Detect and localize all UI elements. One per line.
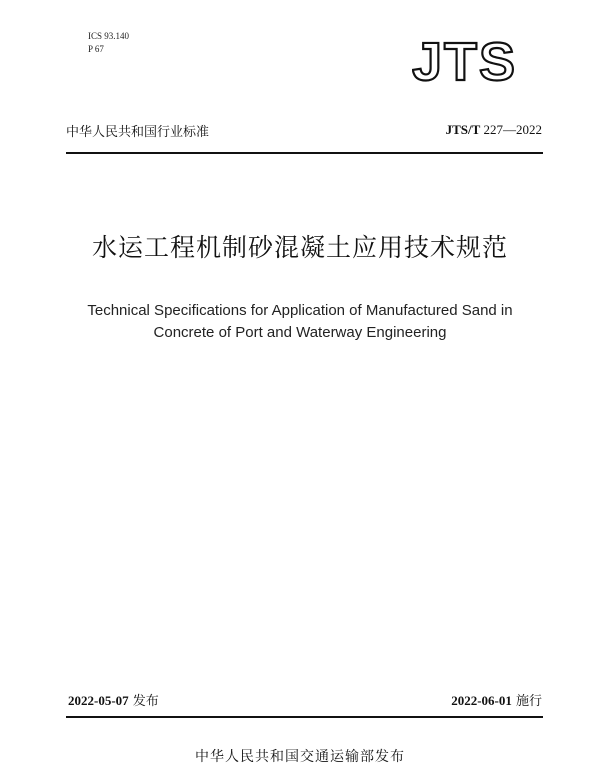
header-divider	[66, 152, 543, 154]
ccs-code: P 67	[88, 44, 104, 54]
footer-divider	[66, 716, 543, 718]
standard-number	[446, 122, 542, 138]
industry-standard-label: 中华人民共和国行业标准	[66, 125, 210, 140]
effective-date	[451, 690, 542, 709]
title-english-line1: Technical Specifications for Application of Manufactured Sand in	[87, 302, 513, 319]
title-english	[60, 300, 540, 344]
publisher: 中华人民共和国交通运输部发布	[195, 749, 405, 765]
issue-date-value: 2022-05-07	[68, 693, 129, 708]
svg-text:JTS: JTS	[412, 36, 518, 84]
issue-date	[68, 690, 159, 709]
ics-code: ICS 93.140	[88, 31, 130, 41]
issue-date-label: 发布	[128, 694, 159, 709]
effective-date-label: 施行	[511, 694, 542, 709]
title-english-line2: Concrete of Port and Waterway Engineering	[153, 324, 447, 341]
classification-codes	[88, 30, 129, 56]
standard-number-prefix: JTS/T	[445, 122, 481, 137]
effective-date-value: 2022-06-01	[451, 693, 512, 708]
jts-logo	[412, 36, 546, 84]
title-chinese: 水运工程机制砂混凝土应用技术规范	[91, 233, 508, 262]
standard-number-value: 227—2022	[480, 122, 542, 137]
